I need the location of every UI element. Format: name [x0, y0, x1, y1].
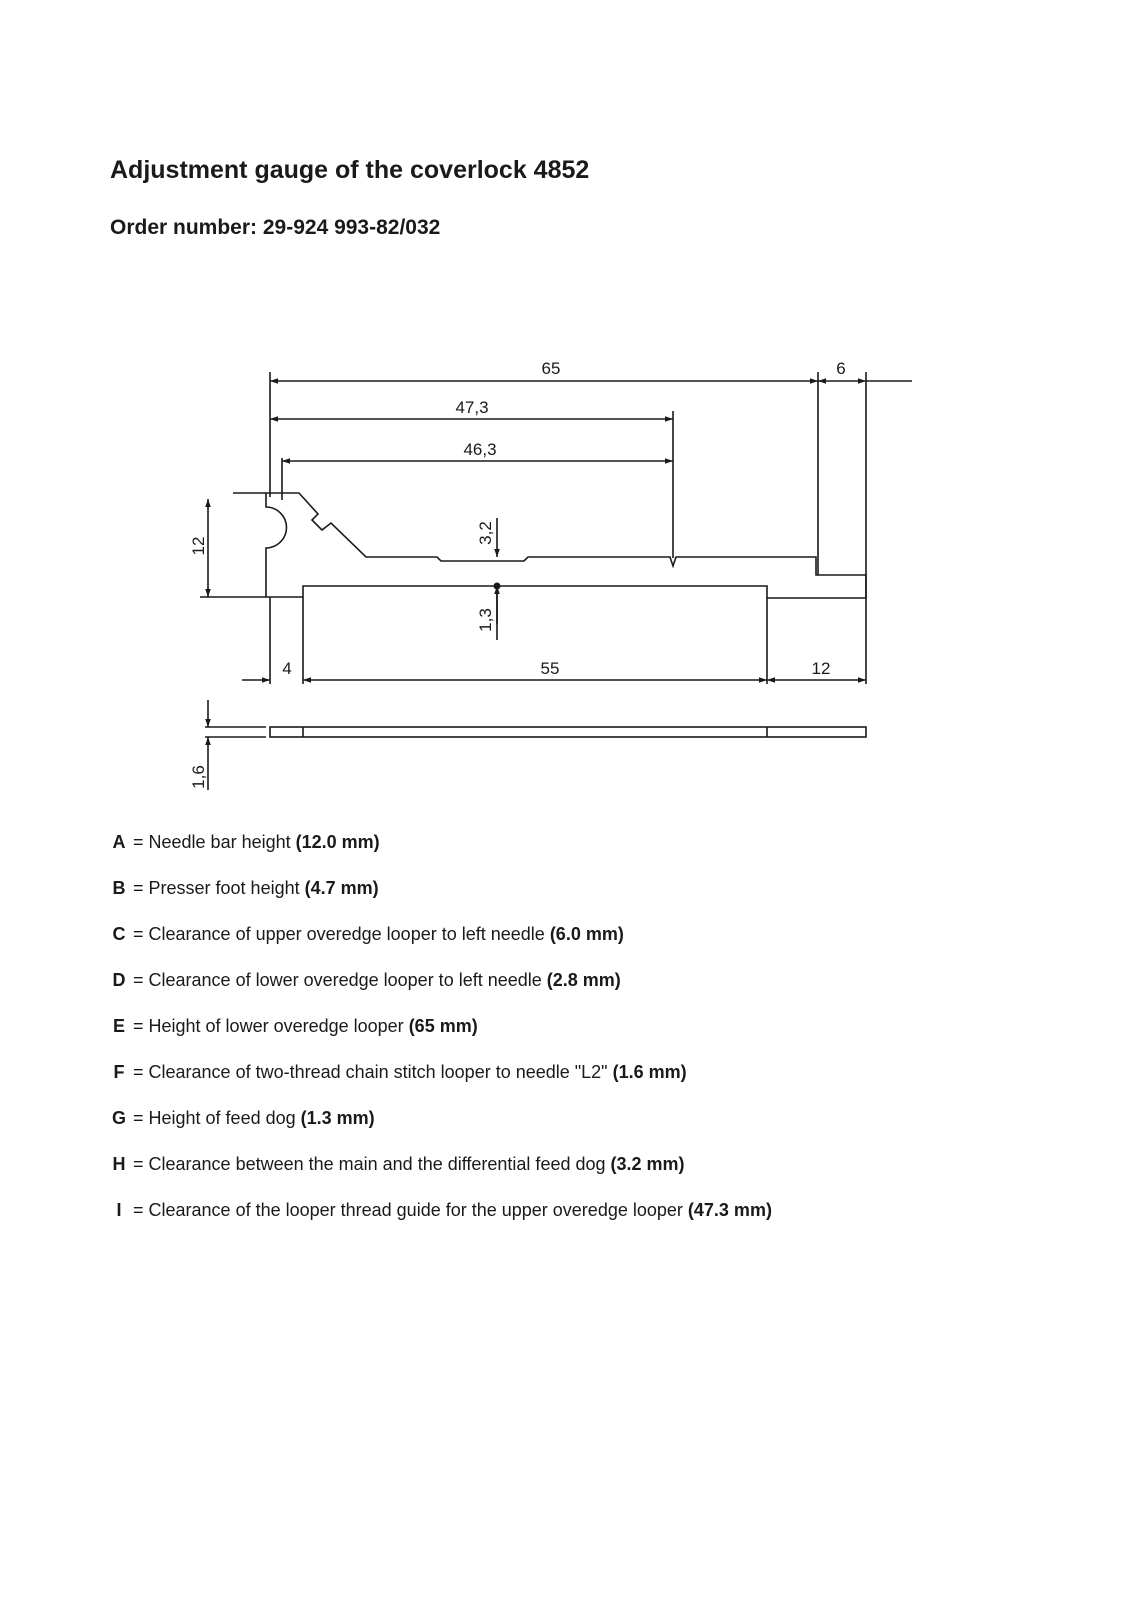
legend-item: E = Height of lower overedge looper (65 mm) [110, 1016, 772, 1062]
legend-item: A = Needle bar height (12.0 mm) [110, 832, 772, 878]
legend-value: (47.3 mm) [687, 1200, 772, 1220]
legend-key: G [111, 1108, 126, 1128]
legend-text: Clearance of the looper thread guide for the upper overedge looper [148, 1200, 683, 1220]
legend-text: Height of lower overedge looper [148, 1016, 404, 1036]
dim-1-6: 1,6 [189, 765, 208, 789]
legend-text: Presser foot height [148, 878, 300, 898]
gauge-outline [266, 493, 866, 598]
legend-item: F = Clearance of two-thread chain stitch looper to needle "L2" (1.6 mm) [110, 1062, 772, 1108]
legend-item: C = Clearance of upper overedge looper to left needle (6.0 mm) [110, 924, 772, 970]
legend-text: Clearance between the main and the differential feed dog [148, 1154, 606, 1174]
legend-item: B = Presser foot height (4.7 mm) [110, 878, 772, 924]
legend-item: H = Clearance between the main and the differential feed dog (3.2 mm) [110, 1154, 772, 1200]
document-title: Adjustment gauge of the coverlock 4852 [110, 156, 590, 184]
legend-key: A [112, 832, 126, 852]
legend-text: Clearance of two-thread chain stitch looper to needle "L2" [148, 1062, 608, 1082]
legend-key: C [112, 924, 126, 944]
gauge-side-view [270, 727, 866, 737]
legend-text: Clearance of upper overedge looper to left needle [148, 924, 545, 944]
legend-item: G = Height of feed dog (1.3 mm) [111, 1108, 375, 1128]
legend-key: B [112, 878, 126, 898]
legend-key: E [112, 1016, 125, 1036]
legend-value: (1.6 mm) [612, 1062, 687, 1082]
legend-key: D [112, 970, 126, 990]
dim-46-3: 46,3 [463, 440, 497, 459]
legend-text: Clearance of lower overedge looper to left needle [148, 970, 542, 990]
dim-3-2: 3,2 [476, 521, 495, 545]
dim-4: 4 [282, 659, 292, 678]
legend-value: (4.7 mm) [304, 878, 379, 898]
legend-value: (2.8 mm) [546, 970, 621, 990]
order-number: Order number: 29-924 993-82/032 [110, 216, 441, 239]
legend-value: (6.0 mm) [549, 924, 624, 944]
dim-65: 65 [541, 359, 561, 378]
dim-12-width: 12 [811, 659, 831, 678]
legend-key: F [113, 1062, 125, 1082]
measure-point [494, 583, 501, 590]
legend-text: Height of feed dog [148, 1108, 296, 1128]
legend-key: I [116, 1200, 122, 1220]
legend-item: I = Clearance of the looper thread guide for the upper overedge looper (47.3 mm) [110, 1200, 772, 1246]
dim-55: 55 [540, 659, 560, 678]
legend-item: D = Clearance of lower overedge looper to left needle (2.8 mm) [110, 970, 772, 1016]
legend-value: (12.0 mm) [295, 832, 380, 852]
legend-text: Needle bar height [148, 832, 291, 852]
legend-list [110, 832, 772, 1246]
legend-key: H [112, 1154, 126, 1174]
legend-value: (3.2 mm) [610, 1154, 685, 1174]
dim-47-3: 47,3 [455, 398, 489, 417]
legend-value: (1.3 mm) [300, 1108, 375, 1128]
dim-6: 6 [836, 359, 846, 378]
dim-1-3: 1,3 [476, 608, 495, 632]
legend-value: (65 mm) [408, 1016, 478, 1036]
dim-12-height: 12 [189, 536, 208, 556]
